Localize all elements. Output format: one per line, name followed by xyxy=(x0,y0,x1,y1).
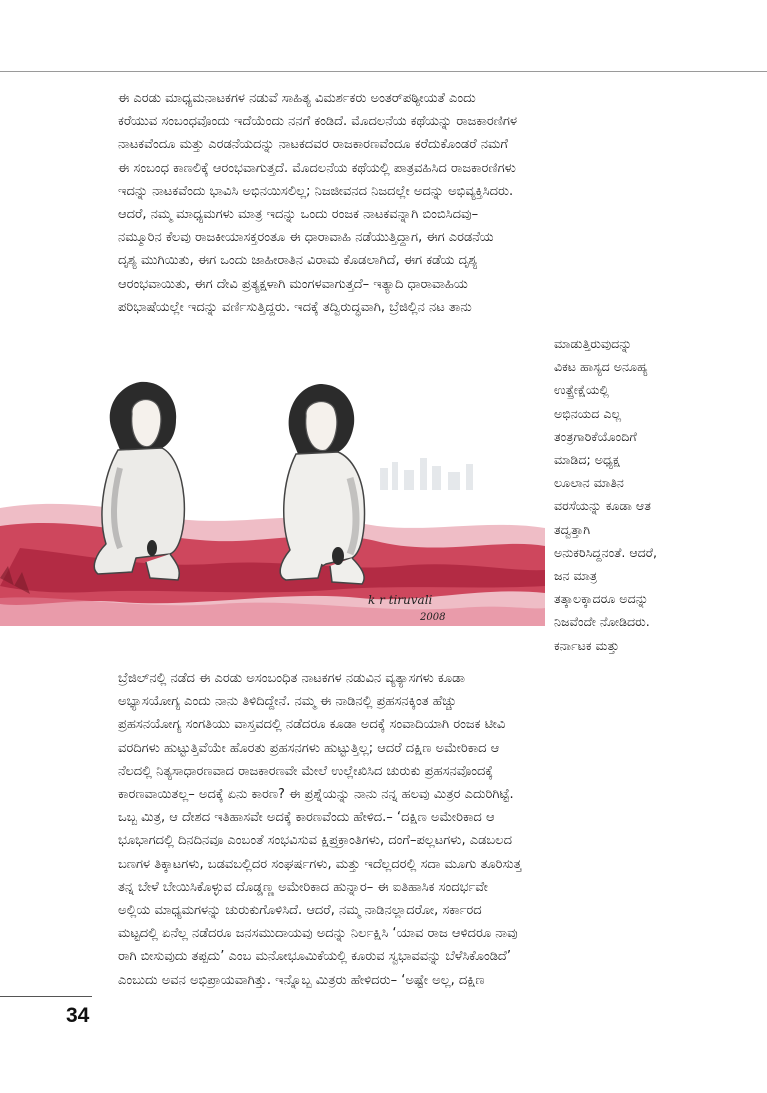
text-line: ಕರೆಯುವ ಸಂಬಂಧವೊಂದು ಇದೆಯೆಂದು ನನಗೆ ಕಂಡಿದೆ. ಮೊದಲನೆಯ ಕಥೆಯನ್ನು ರಾಜಕಾರಣಿಗಳ xyxy=(118,114,518,130)
text-line: ವಿಕಟ ಹಾಸ್ಯದ ಅನೂಹ್ಯ xyxy=(554,359,648,375)
text-line: ತತ್ಕಾಲಕ್ಕಾದರೂ ಅದನ್ನು xyxy=(554,591,649,607)
text-line: ಕಾರಣವಾಯಿತಲ್ಲ– ಅದಕ್ಕೆ ಏನು ಕಾರಣ? ಈ ಪ್ರಶ್ನೆಯನ್ನು ನಾನು ನನ್ನ ಹಲವು ಮಿತ್ರರ ಎದುರಿಗಿಟ್ಟೆ. xyxy=(118,787,514,803)
text-line: ಉತ್ಪ್ರೇಕ್ಷೆಯಲ್ಲಿ xyxy=(554,382,609,398)
red-ground xyxy=(0,504,545,626)
text-line: ಎಂಬುದು ಅವನ ಅಭಿಪ್ರಾಯವಾಗಿತ್ತು. ಇನ್ನೊಬ್ಬ ಮಿತ್ರರು ಹೇಳಿದರು– ‘ಅಷ್ಟೇ ಅಲ್ಲ, ದಕ್ಷಿಣ xyxy=(118,972,485,988)
text-line: ದೃಶ್ಯ ಮುಗಿಯಿತು, ಈಗ ಒಂದು ಜಾಹೀರಾತಿನ ವಿರಾಮ ಕೊಡಲಾಗಿದೆ, ಈಗ ಕಡೆಯ ದೃಶ್ಯ xyxy=(118,253,478,269)
text-line: ಇದನ್ನು ನಾಟಕವೆಂದು ಭಾವಿಸಿ ಅಭಿನಯಿಸಲಿಲ್ಲ; ನಿಜಜೀವನದ ನಿಜದಲ್ಲೇ ಅದನ್ನು ಅಭಿವ್ಯಕ್ತಿಸಿದರು. xyxy=(118,183,514,199)
text-line: ವರಸೆಯನ್ನು ಕೂಡಾ ಆತ xyxy=(554,498,651,514)
left-figure xyxy=(94,382,184,580)
text-line: ತಂತ್ರಗಾರಿಕೆಯೊಂದಿಗೆ xyxy=(554,428,637,444)
text-line: ಪ್ರಹಸನಯೋಗ್ಯ ಸಂಗತಿಯು ವಾಸ್ತವದಲ್ಲಿ ನಡೆದರೂ ಕೂಡಾ ಅದಕ್ಕೆ ಸಂವಾದಿಯಾಗಿ ರಂಜಕ ಟೀವಿ xyxy=(118,717,506,733)
text-line: ಆದರೆ, ನಮ್ಮ ಮಾಧ್ಯಮಗಳು ಮಾತ್ರ ಇದನ್ನು ಒಂದು ರಂಜಕ ನಾಟಕವನ್ನಾಗಿ ಬಿಂಬಿಸಿದವು– xyxy=(118,207,479,223)
text-line: ಬ್ರೆಜಿಲ್‌ನಲ್ಲಿ ನಡೆದ ಈ ಎರಡು ಅಸಂಬಂಧಿತ ನಾಟಕಗಳ ನಡುವಿನ ವ್ಯತ್ಯಾಸಗಳು ಕೂಡಾ xyxy=(118,671,465,686)
distant-buildings xyxy=(380,458,473,490)
text-line: ಭೂಭಾಗದಲ್ಲಿ ದಿನದಿನವೂ ಎಂಬಂತೆ ಸಂಭವಿಸುವ ಕ್ಷಿಪ್ರಕ್ರಾಂತಿಗಳು, ದಂಗೆ–ಪಲ್ಲಟಗಳು, ಎಡಬಲದ xyxy=(118,833,512,849)
text-line: ಜನ ಮಾತ್ರ xyxy=(554,568,598,584)
page-number: 34 xyxy=(66,1004,90,1027)
text-line: ನೆಲದಲ್ಲಿ ನಿತ್ಯಸಾಧಾರಣವಾದ ರಾಜಕಾರಣವೇ ಮೇಲೆ ಉಲ್ಲೇಖಿಸಿದ ಚುರುಕು ಪ್ರಹಸನವೊಂದಕ್ಕೆ xyxy=(118,763,494,779)
text-line: ಅಭಿನಯದ ಎಲ್ಲ xyxy=(554,405,622,421)
header-rule xyxy=(0,71,767,72)
paragraph-1 xyxy=(118,87,718,319)
artist-signature: k r tiruvali xyxy=(368,593,433,607)
text-line: ಅಲ್ಲಿಯ ಮಾಧ್ಯಮಗಳನ್ನು ಚುರುಕುಗೊಳಿಸಿದೆ. ಆದರೆ, ನಮ್ಮ ನಾಡಿನಲ್ಲಾದರೋ, ಸರ್ಕಾರದ xyxy=(118,903,482,919)
paragraph-2-column xyxy=(554,332,719,657)
text-line: ಒಬ್ಬ ಮಿತ್ರ, ಆ ದೇಶದ ಇತಿಹಾಸವೇ ಅದಕ್ಕೆ ಕಾರಣವೆಂದು ಹೇಳಿದ.– ‘ದಕ್ಷಿಣ ಅಮೇರಿಕಾದ ಆ xyxy=(118,810,495,826)
text-line: ಬಣಗಳ ತಿಕ್ಕಾಟಗಳು, ಬಡವಬಲ್ಲಿದರ ಸಂಘರ್ಷಗಳು, ಮತ್ತು ಇದೆಲ್ಲದರಲ್ಲಿ ಸದಾ ಮೂಗು ತೂರಿಸುತ್ತ xyxy=(118,856,522,872)
text-line: ನಿಜವೆಂದೇ ನೋಡಿದರು. xyxy=(554,614,650,630)
text-line: ಕರ್ನಾಟಕ ಮತ್ತು xyxy=(554,637,620,653)
artist-signature-year: 2008 xyxy=(420,612,446,623)
text-line: ರಾಗಿ ಬೀಸುವುದು ತಪ್ಪದು’ ಎಂಬ ಮನೋಭೂಮಿಕೆಯಲ್ಲಿ ಕೂರುವ ಸ್ವಭಾವವನ್ನು ಬೆಳೆಸಿಕೊಂಡಿದೆ’ xyxy=(118,949,511,965)
text-line: ಈ ಎರಡು ಮಾಧ್ಯಮನಾಟಕಗಳ ನಡುವೆ ಸಾಹಿತ್ಯ ವಿಮರ್ಶಕರು ಅಂತರ್‌ಪಠ್ಯೀಯತೆ ಎಂದು xyxy=(118,91,476,106)
illustration-kneeling-figures xyxy=(0,358,545,626)
text-line: ಅಭ್ಯಾಸಯೋಗ್ಯ ಎಂದು ನಾನು ತಿಳಿದಿದ್ದೇನೆ. ನಮ್ಮ ಈ ನಾಡಿನಲ್ಲಿ ಪ್ರಹಸನಕ್ಕಿಂತ ಹೆಚ್ಚು xyxy=(118,694,457,710)
text-line: ಮಾಡಿದ; ಅಧ್ಯಕ್ಷ xyxy=(554,452,620,468)
text-line: ನಾಟಕವೆಂದೂ ಮತ್ತು ಎರಡನೆಯದನ್ನು ನಾಟಕದವರ ರಾಜಕಾರಣವೆಂದೂ ಕರೆದುಕೊಂಡರೆ ನಮಗೆ xyxy=(118,137,508,153)
text-line: ಆರಂಭವಾಯಿತು, ಈಗ ದೇವಿ ಪ್ರತ್ಯಕ್ಷಳಾಗಿ ಮಂಗಳವಾಗುತ್ತದೆ– ಇತ್ಯಾದಿ ಧಾರಾವಾಹಿಯ xyxy=(118,276,468,292)
text-line: ಲೂಲಾನ ಮಾತಿನ xyxy=(554,475,624,491)
text-line: ಪರಿಭಾಷೆಯಲ್ಲೇ ಇದನ್ನು ವರ್ಣಿಸುತ್ತಿದ್ದರು. ಇದಕ್ಕೆ ತದ್ವಿರುದ್ಧವಾಗಿ, ಬ್ರೆಜಿಲ್ಲಿನ ನಟ ತಾನು xyxy=(118,299,472,315)
text-line: ತದ್ವತ್ತಾಗಿ xyxy=(554,521,591,537)
text-line: ಈ ಸಂಬಂಧ ಕಾಣಲಿಕ್ಕೆ ಆರಂಭವಾಗುತ್ತದೆ. ಮೊದಲನೆಯ ಕಥೆಯಲ್ಲಿ ಪಾತ್ರವಹಿಸಿದ ರಾಜಕಾರಣಿಗಳು xyxy=(118,160,516,176)
paragraph-3 xyxy=(118,667,718,992)
text-line: ನಮ್ಮೂರಿನ ಕೆಲವು ರಾಜಕೀಯಾಸಕ್ತರಂತೂ ಈ ಧಾರಾವಾಹಿ ನಡೆಯುತ್ತಿದ್ದಾಗ, ಈಗ ಎರಡನೆಯ xyxy=(118,230,494,246)
text-line: ವರದಿಗಳು ಹುಟ್ಟುತ್ತಿವೆಯೇ ಹೊರತು ಪ್ರಹಸನಗಳು ಹುಟ್ಟುತ್ತಿಲ್ಲ; ಆದರೆ ದಕ್ಷಿಣ ಅಮೇರಿಕಾದ ಆ xyxy=(118,740,500,756)
footer-rule xyxy=(0,996,92,997)
text-line: ತನ್ನ ಬೇಳೆ ಬೇಯಿಸಿಕೊಳ್ಳುವ ದೊಡ್ಡಣ್ಣ ಅಮೇರಿಕಾದ ಹುನ್ನಾರ– ಈ ಐತಿಹಾಸಿಕ ಸಂದರ್ಭವೇ xyxy=(118,879,488,895)
text-line: ಅನುಕರಿಸಿದ್ದನಂತೆ. ಆದರೆ, xyxy=(554,544,657,560)
text-line: ಮಾಡುತ್ತಿರುವುದನ್ನು xyxy=(554,336,632,351)
text-line: ಮಟ್ಟದಲ್ಲಿ ಏನೆಲ್ಲ ನಡೆದರೂ ಜನಸಮುದಾಯವು ಅದನ್ನು ನಿರ್ಲಕ್ಷಿಸಿ ‘ಯಾವ ರಾಜ ಆಳಿದರೂ ನಾವು xyxy=(118,926,518,942)
right-figure xyxy=(280,384,364,584)
